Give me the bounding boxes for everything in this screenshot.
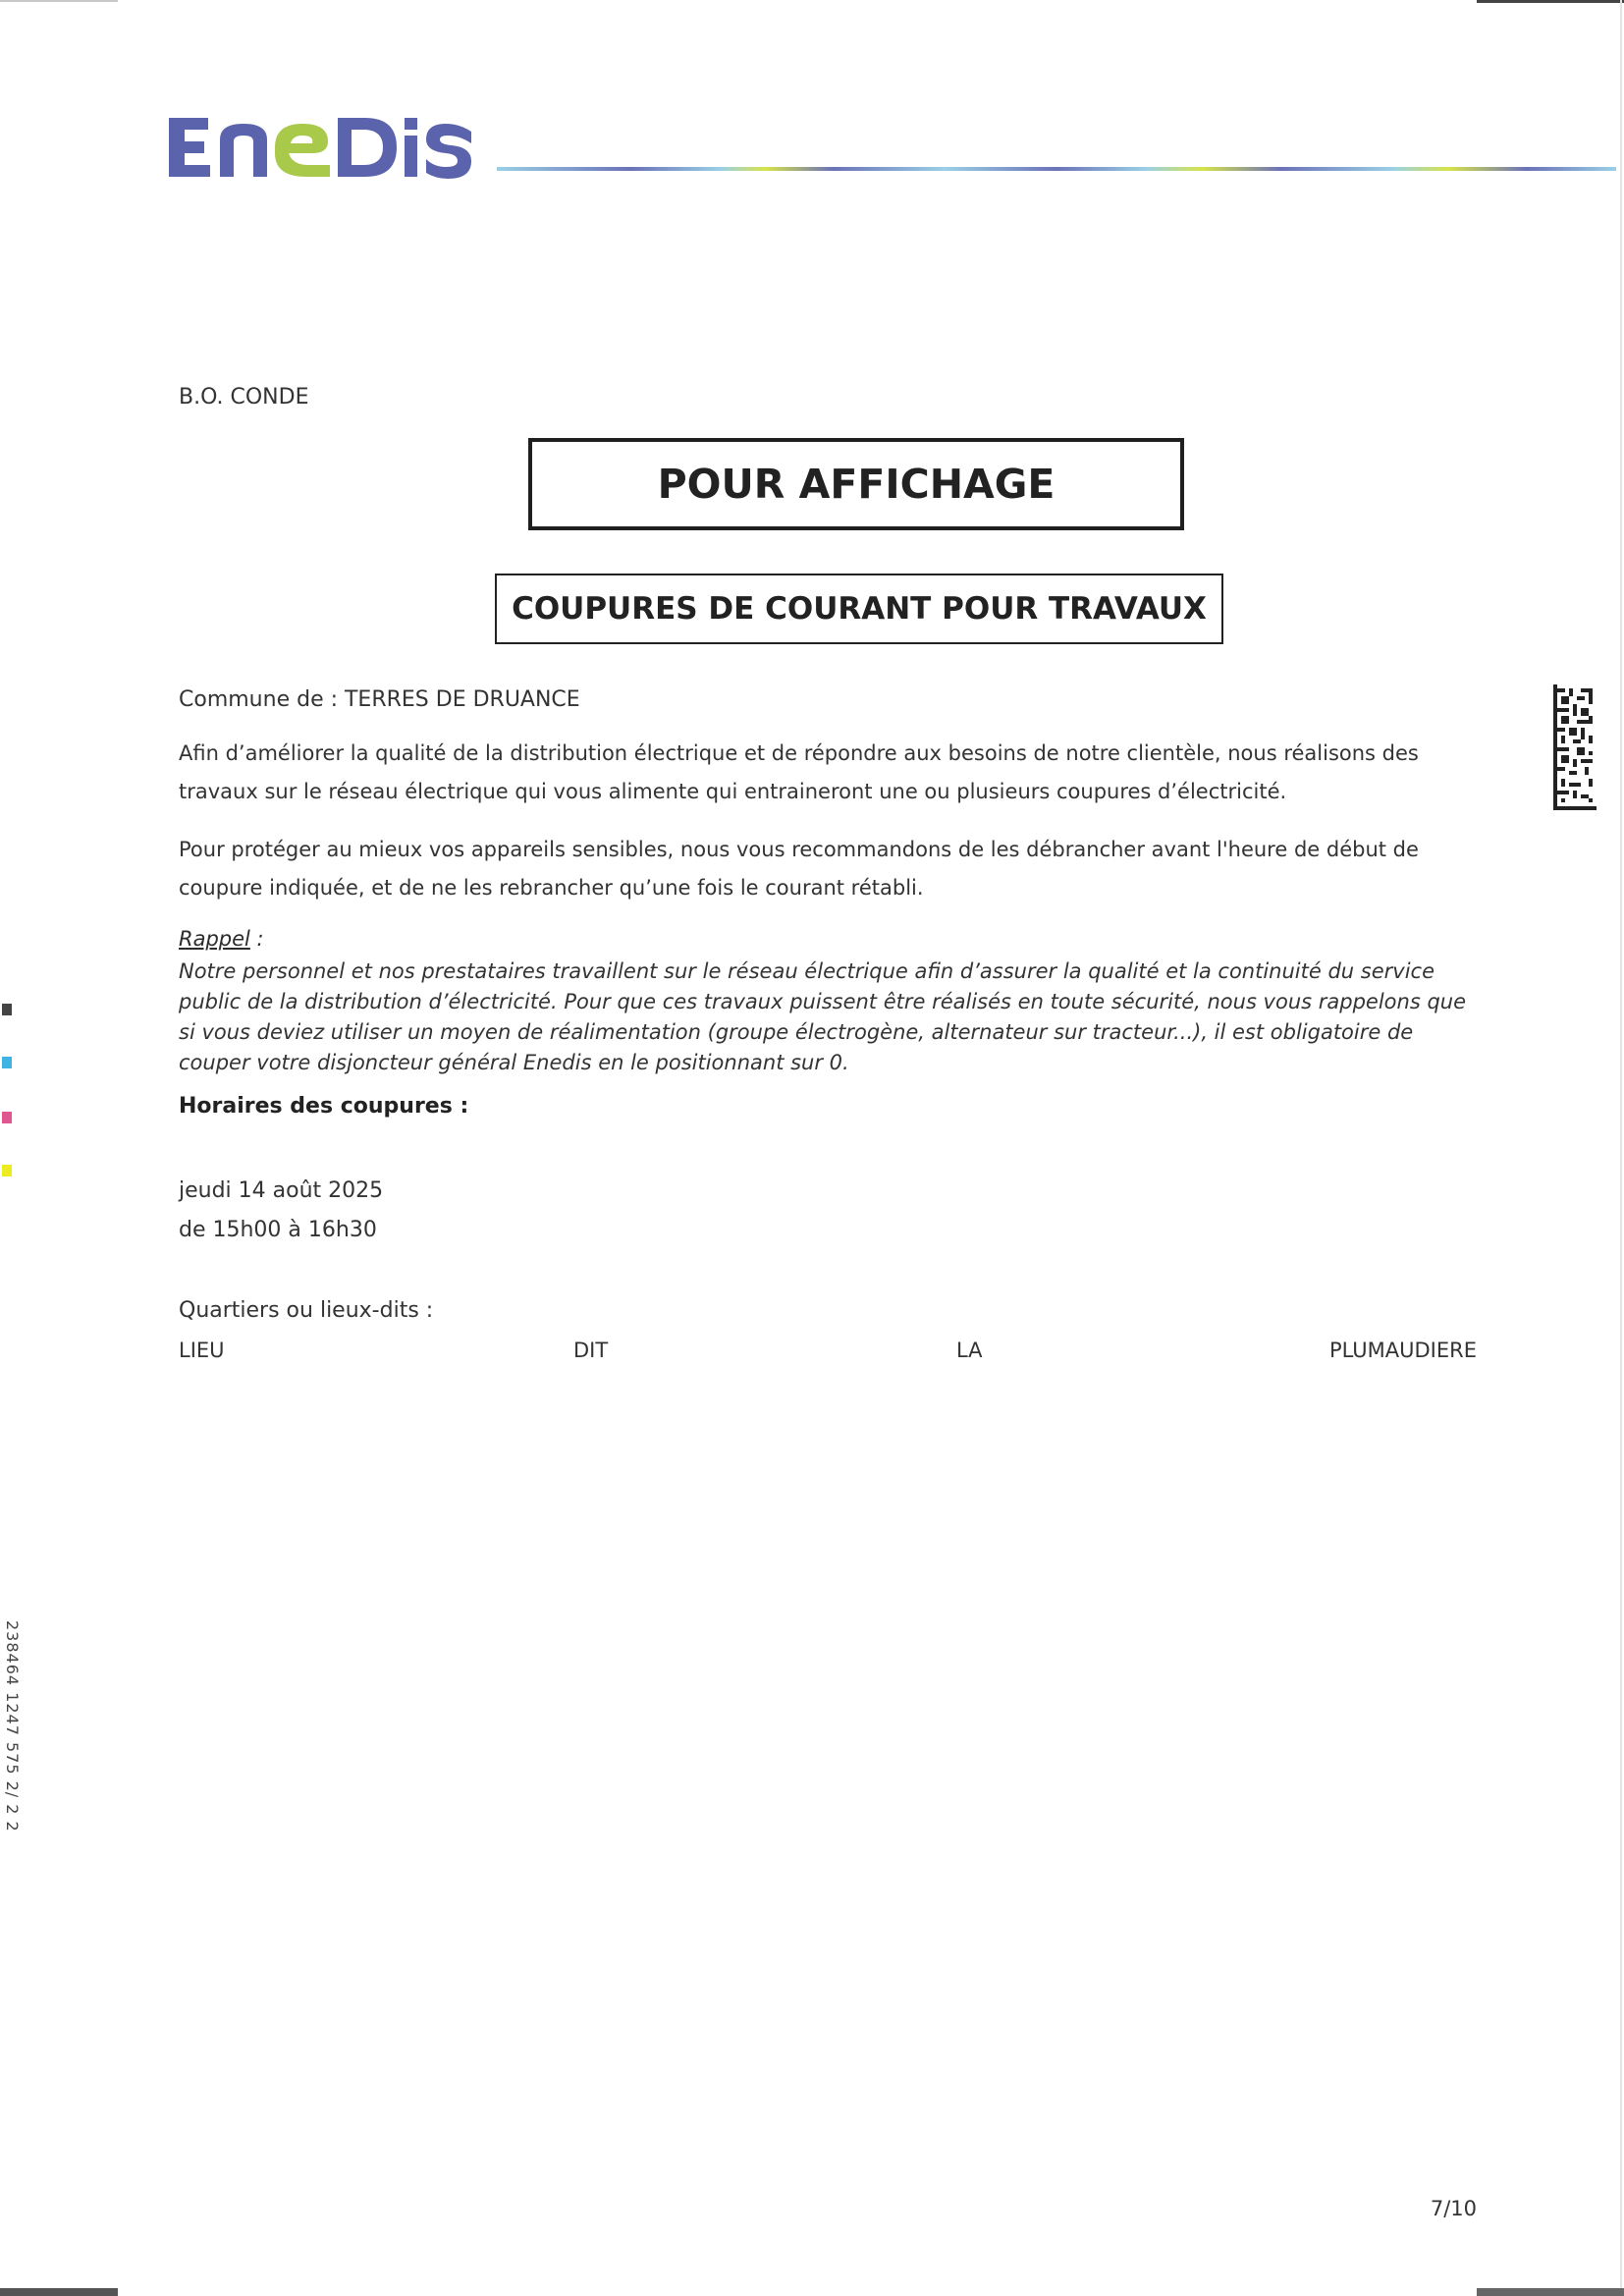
scan-edge-mark	[1477, 2288, 1624, 2296]
calibration-mark	[2, 1165, 12, 1176]
scan-edge-line	[1620, 0, 1622, 2296]
rappel-label: Rappel	[179, 927, 250, 951]
page-number: 7/10	[1430, 2197, 1477, 2220]
rappel-text: Notre personnel et nos prestataires travaillent sur le réseau électrique afin d’assurer la qualité et la continuité du service public de la distribution d’électricité. Pour que ces travaux puissent être réalisés en toute sécurité, nous vous rappelons que si vous deviez utiliser un moyen de réalimentation (groupe électrogène, alternateur sur tracteur...), il est obligatoire de couper votre disjoncteur général Enedis en le positionnant sur 0.	[179, 959, 1467, 1074]
location-item: LA	[956, 1339, 983, 1362]
header-rule	[497, 167, 1616, 171]
location-item: PLUMAUDIERE	[1328, 1339, 1477, 1362]
datamatrix-code	[1553, 683, 1597, 811]
notice-subtitle: COUPURES DE COURANT POUR TRAVAUX	[495, 574, 1223, 644]
calibration-mark	[2, 1057, 12, 1068]
scan-edge-mark	[1477, 0, 1624, 3]
scan-edge-mark	[0, 2288, 118, 2296]
notice-title: POUR AFFICHAGE	[528, 438, 1184, 530]
horaires-title: Horaires des coupures :	[179, 1094, 469, 1119]
commune: Commune de : TERRES DE DRUANCE	[179, 687, 580, 712]
calibration-mark	[2, 1112, 12, 1123]
rappel-title	[179, 927, 264, 951]
paragraph: Pour protéger au mieux vos appareils sensibles, nous vous recommandons de les débrancher avant l'heure de début de coupure indiquée, et de ne les rebrancher qu’une fois le courant rétabli.	[179, 838, 1419, 900]
calibration-mark	[2, 1004, 12, 1015]
side-reference-code: 238464 1247 575 2/ 2 2	[3, 1620, 22, 1832]
rappel-suffix: :	[249, 927, 264, 951]
quartiers-label: Quartiers ou lieux-dits :	[179, 1298, 434, 1323]
paragraph: Afin d’améliorer la qualité de la distribution électrique et de répondre aux besoins de notre clientèle, nous réalisons des travaux sur le réseau électrique qui vous alimente qui entraineront une ou plusieurs coupures d’électricité.	[179, 741, 1419, 803]
outage-date: jeudi 14 août 2025	[179, 1178, 384, 1203]
location-item: LIEU	[179, 1339, 225, 1362]
location-item: DIT	[573, 1339, 609, 1362]
sender: B.O. CONDE	[179, 385, 309, 410]
enedis-logo	[165, 102, 479, 191]
outage-time: de 15h00 à 16h30	[179, 1218, 377, 1242]
scan-edge-mark	[0, 0, 118, 2]
